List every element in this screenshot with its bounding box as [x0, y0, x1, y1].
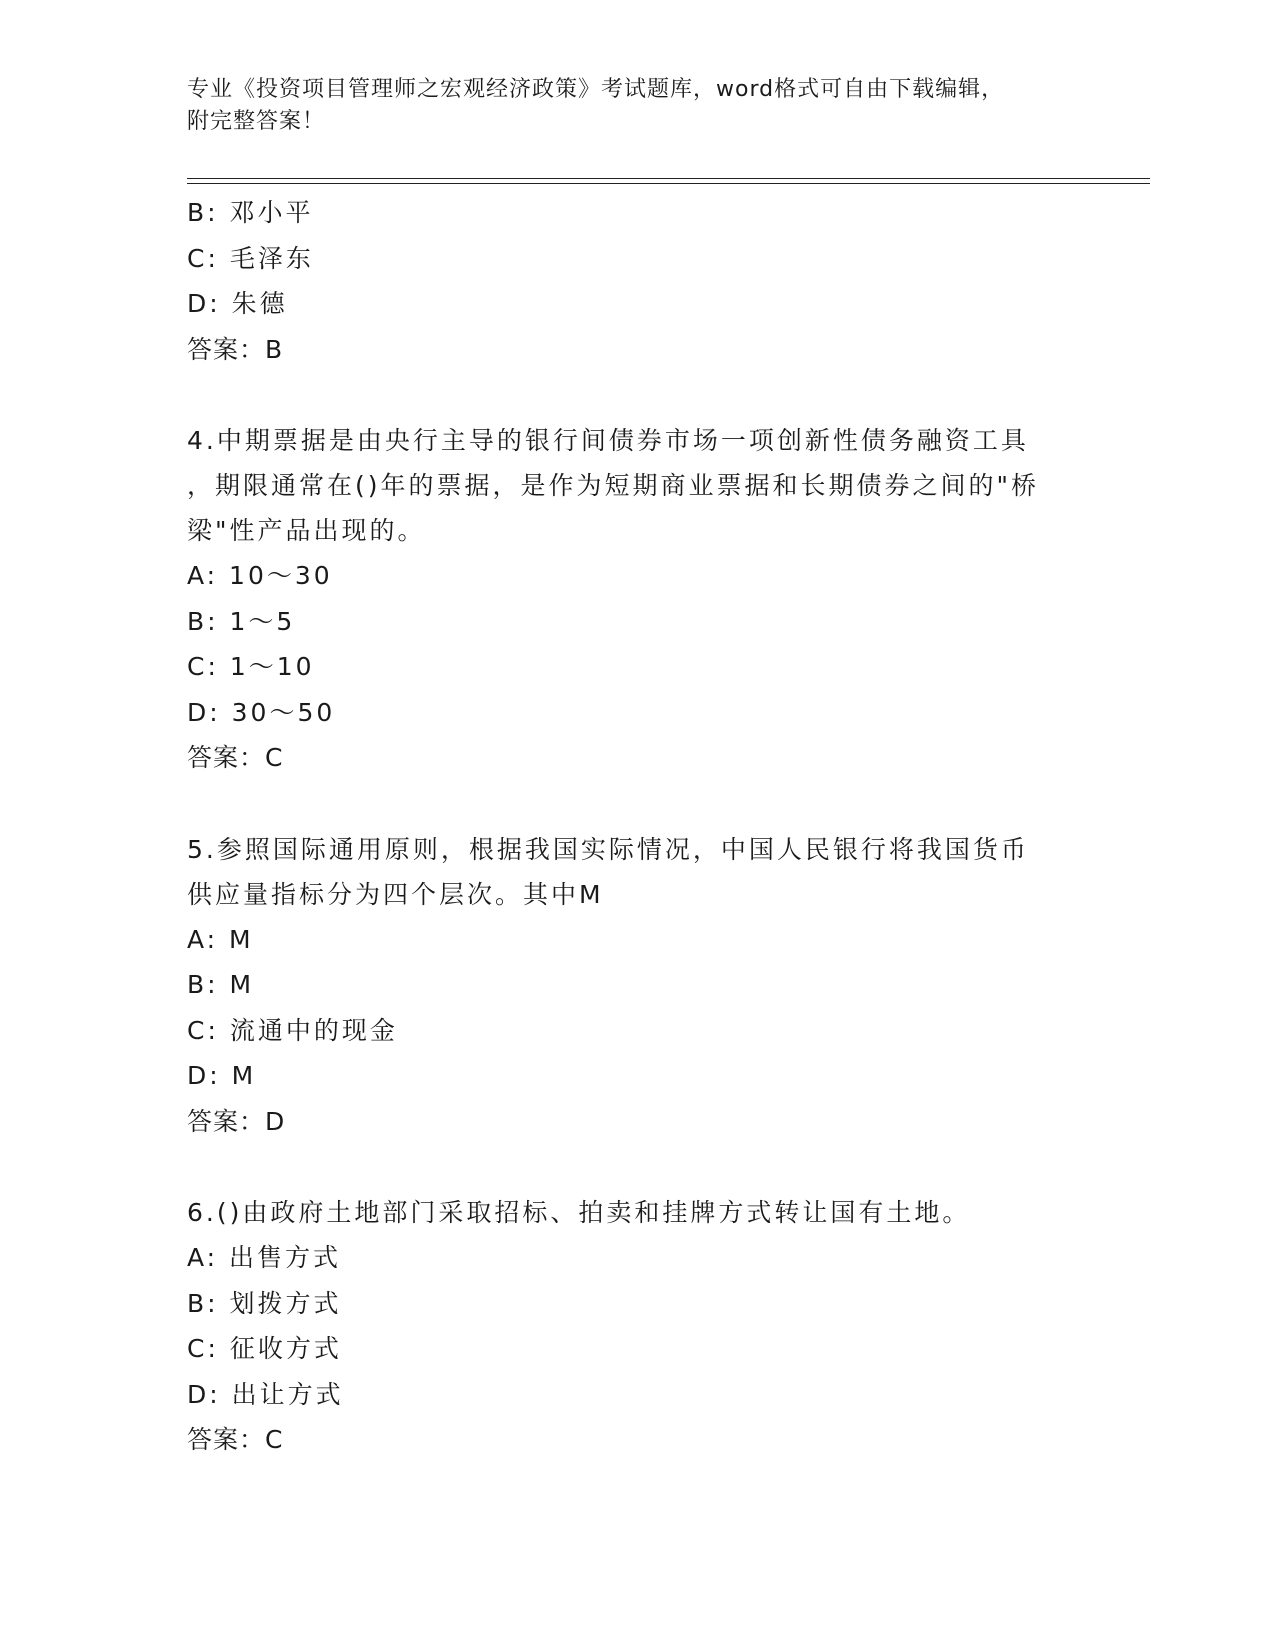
option-a: A: 10～30 — [187, 561, 333, 590]
page-header — [187, 74, 1087, 138]
question-list — [187, 190, 1087, 1463]
option-c: C: 征收方式 — [187, 1334, 342, 1363]
option-d: D: 30～50 — [187, 697, 336, 727]
option-b: B: 划拨方式 — [187, 1288, 342, 1318]
question-stem-line: ，期限通常在()年的票据，是作为短期商业票据和长期债券之间的"桥 — [187, 471, 1040, 500]
header-line-1: 专业《投资项目管理师之宏观经济政策》考试题库，word格式可自由下载编辑， — [187, 77, 1005, 102]
option-c: C: 流通中的现金 — [187, 1015, 398, 1045]
question-4 — [187, 418, 1087, 781]
option-b: B: M — [187, 970, 255, 999]
option-c: C: 1～10 — [187, 652, 315, 681]
answer: 答案：C — [187, 1425, 284, 1454]
answer: 答案：B — [187, 334, 284, 364]
option-a: A: M — [187, 924, 254, 954]
answer: 答案：C — [187, 743, 284, 772]
header-divider-bottom — [187, 183, 1150, 184]
question-stem-line: 4.中期票据是由央行主导的银行间债券市场一项创新性债务融资工具 — [187, 426, 1029, 455]
question-6 — [187, 1190, 1087, 1463]
question-stem-line: 5.参照国际通用原则，根据我国实际情况，中国人民银行将我国货币 — [187, 834, 1029, 864]
option-b: B: 1～5 — [187, 606, 296, 636]
header-divider-top — [187, 178, 1150, 179]
question-5 — [187, 827, 1087, 1145]
answer: 答案：D — [187, 1106, 286, 1136]
question-3-tail — [187, 190, 1087, 372]
question-stem-line: 供应量指标分为四个层次。其中M — [187, 879, 604, 909]
option-a: A: 出售方式 — [187, 1243, 342, 1272]
option-d: D: 朱德 — [187, 289, 288, 318]
option-c: C: 毛泽东 — [187, 243, 314, 273]
header-line-2: 附完整答案！ — [187, 109, 326, 134]
question-stem-line: 梁"性产品出现的。 — [187, 516, 426, 545]
option-d: D: 出让方式 — [187, 1379, 344, 1409]
option-b: B: 邓小平 — [187, 198, 314, 227]
option-d: D: M — [187, 1061, 257, 1090]
question-stem-line: 6.()由政府土地部门采取招标、拍卖和挂牌方式转让国有土地。 — [187, 1198, 971, 1227]
